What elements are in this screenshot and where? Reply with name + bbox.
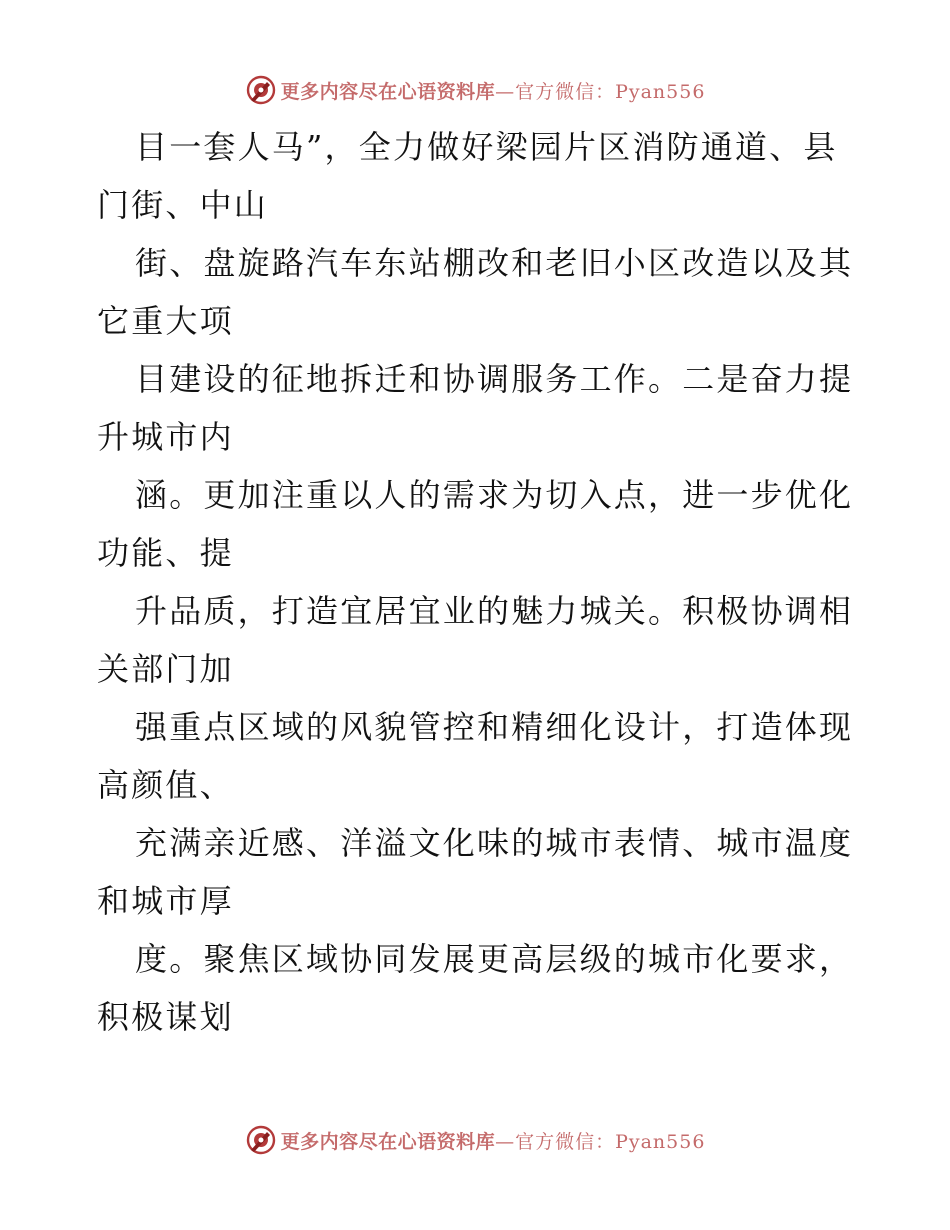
body-line: 高颜值、 (97, 766, 234, 804)
body-line: 关部门加 (97, 650, 234, 688)
body-line: 功能、提 (97, 534, 234, 572)
header-banner (0, 70, 950, 110)
body-line: 积极谋划 (97, 998, 234, 1036)
body-line: 目一套人马”，全力做好梁园片区消防通道、县 (135, 128, 838, 166)
body-line: 度。聚焦区域协同发展更高层级的城市化要求， (135, 940, 854, 978)
body-line: 目建设的征地拆迁和协调服务工作。二是奋力提 (135, 360, 854, 398)
document-body (97, 118, 857, 1046)
body-line: 门街、中山 (97, 186, 269, 224)
body-line: 涵。更加注重以人的需求为切入点，进一步优化 (135, 476, 854, 514)
body-line: 充满亲近感、洋溢文化味的城市表情、城市温度 (135, 824, 854, 862)
banner-contact: —官方微信：Pyan556 (495, 1130, 706, 1153)
pen-circle-logo-icon (245, 1124, 277, 1156)
banner-contact: —官方微信：Pyan556 (495, 80, 706, 103)
body-line: 强重点区域的风貌管控和精细化设计，打造体现 (135, 708, 854, 746)
banner-site-name: 更多内容尽在心语资料库 (280, 1130, 496, 1153)
body-line: 升城市内 (97, 418, 234, 456)
body-line: 升品质，打造宜居宜业的魅力城关。积极协调相 (135, 592, 854, 630)
body-line: 它重大项 (97, 302, 234, 340)
body-line: 街、盘旋路汽车东站棚改和老旧小区改造以及其 (135, 244, 854, 282)
pen-circle-logo-icon (245, 74, 277, 106)
body-line: 和城市厚 (97, 882, 234, 920)
banner-site-name: 更多内容尽在心语资料库 (280, 80, 496, 103)
footer-banner (0, 1120, 950, 1160)
